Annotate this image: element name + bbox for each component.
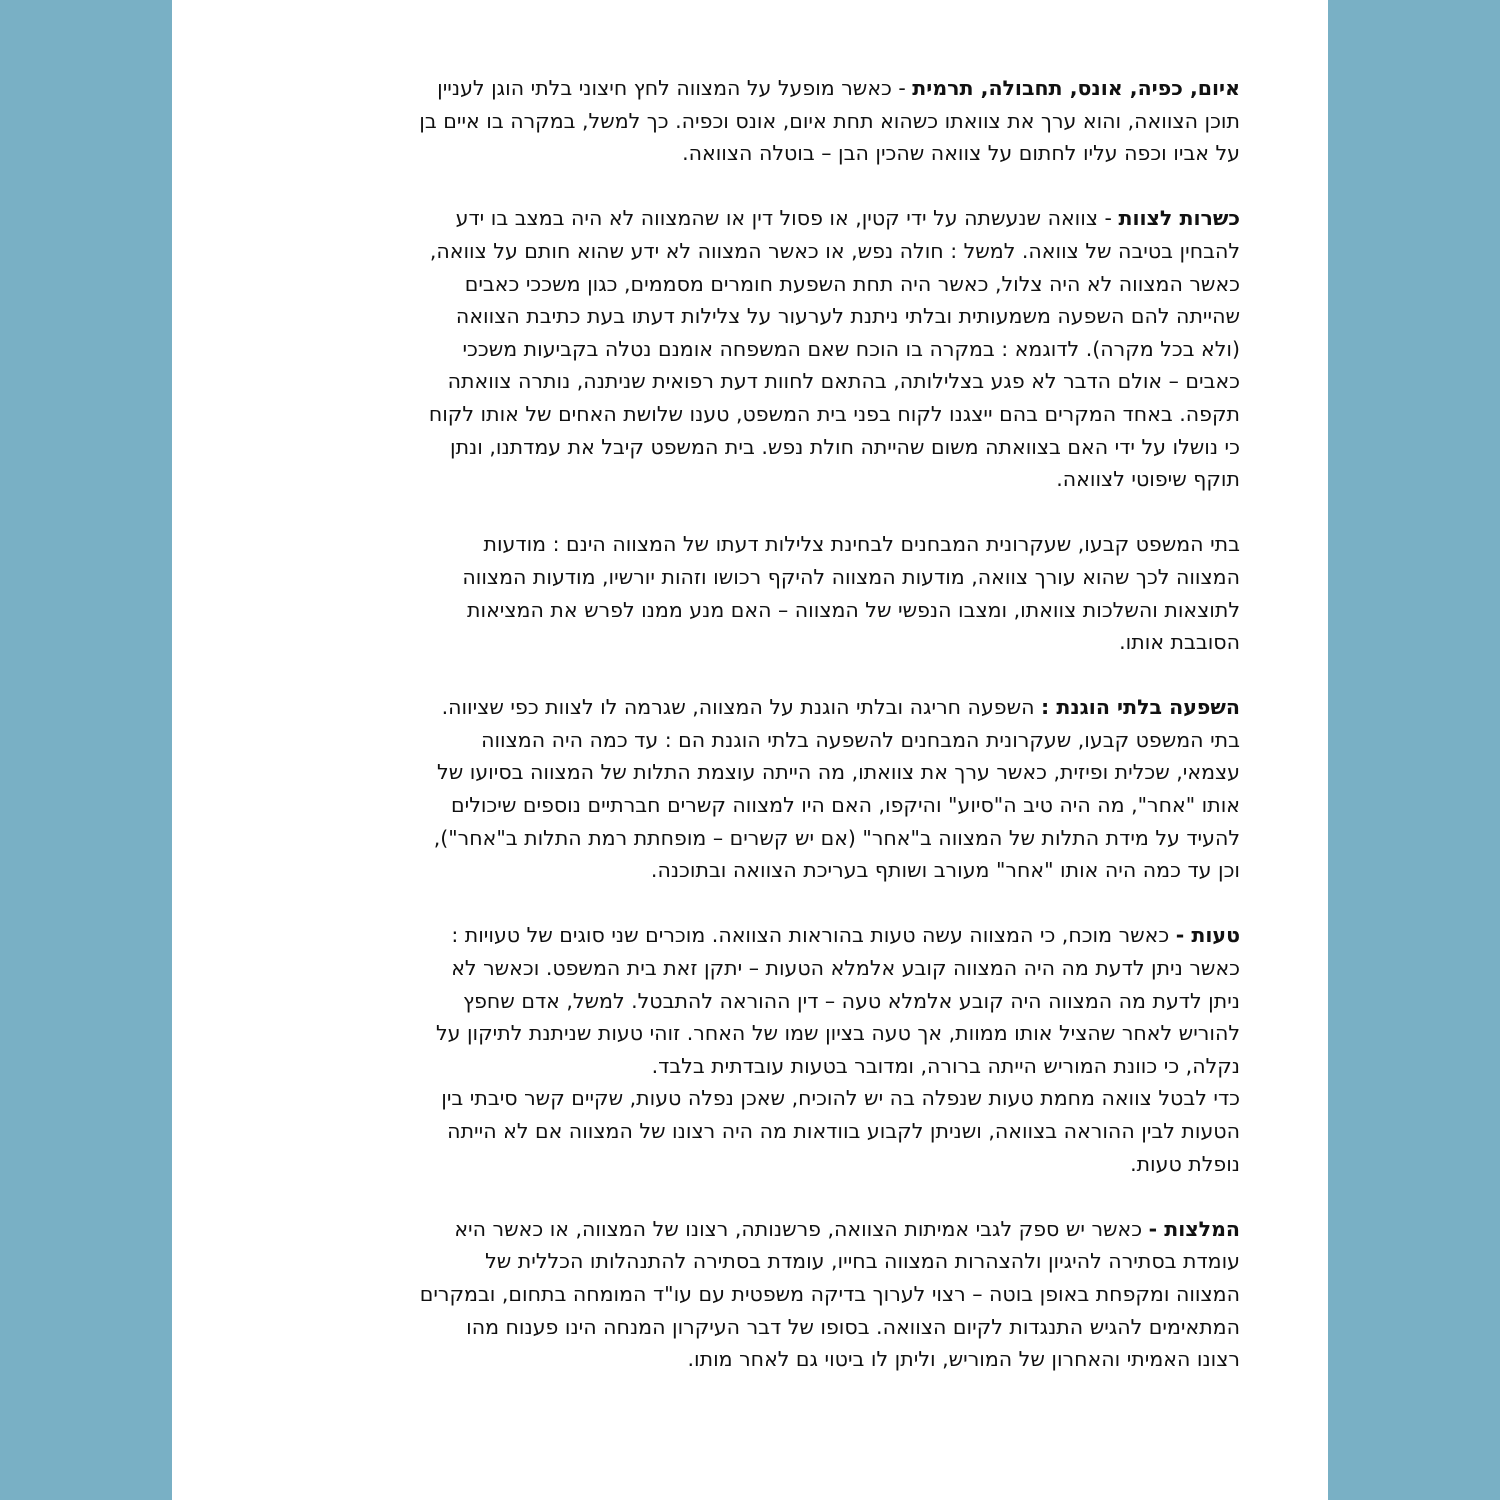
text-line: תוכן הצוואה, והוא ערך את צוואתו כשהוא תחת איום, אונס וכפיה. כך למשל, במקרה בו איים בן [419, 108, 1240, 133]
paragraph-recommendations [272, 1213, 1240, 1376]
text-line: המלצות - כאשר יש ספק לגבי אמיתות הצוואה, פרשנותה, רצונו של המצווה, או כאשר היא [454, 1216, 1240, 1241]
text-line: כדי לבטל צוואה מחמת טעות שנפלה בה יש להוכיח, שאכן נפלה טעות, שקיים קשר סיבתי בין [441, 1086, 1240, 1111]
paragraph-capacity [272, 202, 1240, 495]
text-line: השפעה בלתי הוגנת : השפעה חריגה ובלתי הוגנת על המצווה, שגרמה לו לצוות כפי שציווה. [441, 695, 1240, 720]
text-line: לתוצאות והשלכות צוואתו, ומצבו הנפשי של המצווה – האם מנע ממנו לפרש את המציאות [467, 597, 1240, 622]
text-line: נקלה, כי כוונת המוריש הייתה ברורה, ומדובר בטעות עובדתית בלבד. [651, 1053, 1240, 1078]
text-line: הסובבת אותו. [1119, 630, 1240, 655]
text-line: המצווה לכך שהוא עורך צוואה, מודעות המצווה להיקף רכושו וזהות יורשיו, מודעות המצווה [462, 564, 1240, 589]
text-line: רצונו האמיתי והאחרון של המוריש, וליתן לו ביטוי גם לאחר מותו. [687, 1347, 1240, 1372]
text-line: להעיד על מידת התלות של המצווה ב"אחר" (אם יש קשרים – מופחתת רמת התלות ב"אחר"), [433, 825, 1240, 850]
text-line: תקפה. באחד המקרים בהם ייצגנו לקוח בפני בית המשפט, טענו שלושת האחים של אותו לקוח [428, 401, 1240, 426]
text-line: כי נושלו על ידי האם בצוואתה משום שהייתה חולת נפש. בית המשפט קיבל את עמדתנו, ונתן [449, 434, 1240, 459]
term-recommendations: המלצות - [1148, 1216, 1240, 1241]
text-line: המתאימים להגיש התנגדות לקיום הצוואה. בסופו של דבר העיקרון המנחה הינו פענוח מהו [466, 1314, 1240, 1339]
term-coercion: איום, כפיה, אונס, תחבולה, תרמית [912, 76, 1240, 100]
text-line: להוריש לאחר שהציל אותו ממוות, אך טעה בציון שמו של האחר. זוהי טעות שניתנת לתיקון על [435, 1021, 1240, 1046]
text-line: שהייתה להם השפעה משמעותית ובלתי ניתנת לערעור על צלילות דעתו בעת כתיבת הצוואה [455, 304, 1240, 329]
text-line: עומדת בסתירה להיגיון ולהצהרות המצווה בחייו, עומדת בסתירה להתנהלותו הכללית של [485, 1249, 1240, 1274]
text-line: כאשר ניתן לדעת מה היה המצווה קובע אלמלא הטעות – יתקן זאת בית המשפט. וכאשר לא [451, 956, 1240, 981]
text-line: נופלת טעות. [1130, 1151, 1240, 1176]
text-line: טעות - כאשר מוכח, כי המצווה עשה טעות בהוראות הצוואה. מוכרים שני סוגים של טעויות : [451, 923, 1240, 948]
term-mistake: טעות - [1175, 923, 1240, 948]
text-line: תוקף שיפוטי לצוואה. [1056, 467, 1240, 492]
paragraph-coercion [272, 72, 1240, 170]
term-capacity: כשרות לצוות [1118, 206, 1240, 231]
text-line: להבחין בטיבה של צוואה. למשל : חולה נפש, או כאשר המצווה לא ידע שהוא חותם על צוואה, [429, 238, 1240, 263]
text-line: ניתן לדעת מה המצווה היה קובע אלמלא טעה – דין ההוראה להתבטל. למשל, אדם שחפץ [463, 988, 1240, 1013]
text-line: המצווה ומקפחת באופן בוטה – רצוי לערוך בדיקה משפטית עם עו"ד המומחה בתחום, ובמקרים [419, 1281, 1240, 1306]
document-page [172, 0, 1328, 1500]
paragraph-undue-influence [272, 691, 1240, 887]
paragraph-sanity-tests [272, 528, 1240, 658]
document-body [272, 72, 1240, 1408]
paragraph-mistake [272, 919, 1240, 1180]
text-line: על אביו וכפה עליו לחתום על צוואה שהכין הבן – בוטלה הצוואה. [682, 141, 1240, 166]
text-line: בתי המשפט קבעו, שעקרונית המבחנים להשפעה בלתי הוגנת הם : עד כמה היה המצווה [481, 727, 1240, 752]
text-line: בתי המשפט קבעו, שעקרונית המבחנים לבחינת צלילות דעתו של המצווה הינם : מודעות [483, 532, 1240, 557]
text-line: כאשר המצווה לא היה צלול, כאשר היה תחת השפעת חומרים מסממים, כגון משככי כאבים [464, 271, 1240, 296]
text-line: איום, כפיה, אונס, תחבולה, תרמית - כאשר מופעל על המצווה לחץ חיצוני בלתי הוגן לעניין [437, 76, 1240, 100]
text-line: וכן עד כמה היה אותו "אחר" מעורב ושותף בעריכת הצוואה ובתוכנה. [650, 858, 1240, 883]
text-line: אותו "אחר", מה היה טיב ה"סיוע" והיקפו, האם היו למצווה קשרים חברתיים נוספים שיכולים [451, 793, 1240, 818]
text-line: (ולא בכל מקרה). לדוגמא : במקרה בו הוכח שאם המשפחה אומנם נטלה בקביעות משככי [462, 336, 1240, 361]
text-line: כאבים – אולם הדבר לא פגע בצלילותה, בהתאם לחוות דעת רפואית שניתנה, נותרה צוואתה [447, 369, 1240, 394]
text-line: הטעות לבין ההוראה בצוואה, ושניתן לקבוע בוודאות מה היה רצונו של המצווה אם לא הייתה [447, 1119, 1240, 1143]
text-line: עצמאי, שכלית ופיזית, כאשר ערך את צוואתו, מה הייתה עוצמת התלות של המצווה בסיועו של [437, 760, 1240, 785]
text-line: כשרות לצוות - צוואה שנעשתה על ידי קטין, או פסול דין או שהמצווה לא היה במצב בו ידע [455, 206, 1240, 231]
term-undue-influence: השפעה בלתי הוגנת : [1041, 695, 1240, 720]
